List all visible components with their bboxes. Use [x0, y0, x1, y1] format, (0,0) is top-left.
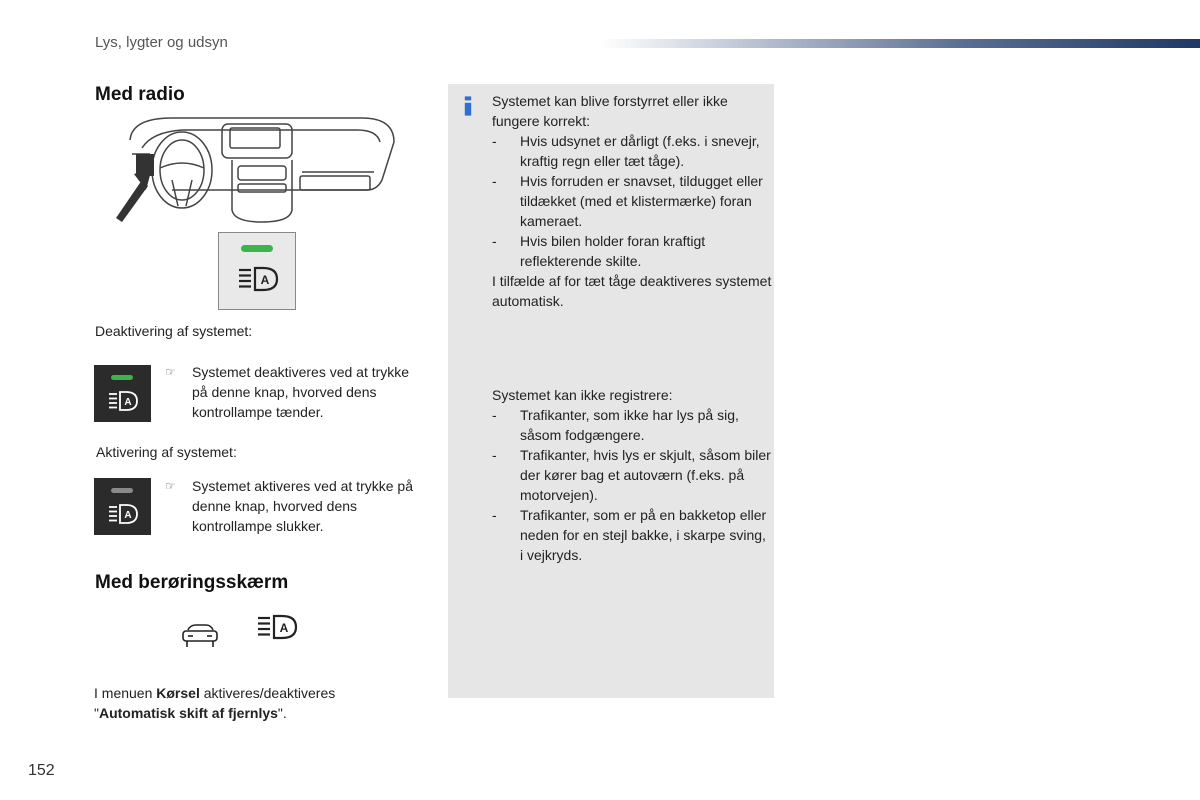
info-fog-note: I tilfælde af for tæt tåge deaktiveres systemet automatisk.: [492, 273, 772, 309]
deactivation-instruction: [165, 362, 415, 422]
deactivation-text: Systemet deaktiveres ved at trykke på denne knap, hvorved dens kontrollampe tænder.: [192, 364, 410, 420]
info-block-1: [492, 91, 772, 311]
auto-high-beam-icon: [256, 614, 298, 640]
menu-name: Kørsel: [156, 685, 200, 701]
svg-text:A: A: [124, 397, 132, 408]
info-intro-2: Systemet kan ikke registrere:: [492, 387, 673, 403]
info-block-2: [492, 385, 772, 565]
open-quote: ": [94, 705, 99, 721]
indicator-led-off: [111, 488, 133, 493]
menu-prefix: I menuen: [94, 685, 157, 701]
close-quote: ".: [277, 705, 287, 721]
info-item: - Hvis udsynet er dårligt (f.eks. i snevejr, kraftig regn eller tæt tåge).: [492, 133, 760, 169]
page-number: 152: [28, 762, 55, 779]
pointer-icon: ☞: [165, 479, 176, 493]
svg-text:A: A: [279, 621, 289, 635]
auto-high-beam-icon: [108, 504, 138, 524]
menu-option: Automatisk skift af fjernlys: [98, 705, 278, 721]
svg-text:A: A: [124, 510, 132, 521]
info-intro: Systemet kan blive forstyrret eller ikke fungere korrekt:: [492, 93, 728, 129]
header-gradient-bar: [600, 39, 1200, 48]
auto-high-beam-icon: [108, 391, 138, 411]
auto-high-beam-icon: [237, 266, 279, 292]
indicator-led-on: [111, 375, 133, 380]
info-item: - Trafikanter, som er på en bakketop eller neden for en stejl bakke, i skarpe sving, i vejkryds.: [492, 507, 767, 563]
activation-instruction: [165, 476, 420, 536]
car-icon: [180, 622, 220, 650]
section-title-radio: Med radio: [95, 84, 185, 105]
svg-text:A: A: [260, 273, 270, 287]
headlamp-button-off: [94, 478, 151, 535]
header-title: Lys, lygter og udsyn: [95, 34, 228, 51]
info-box: [448, 84, 774, 698]
info-item: - Hvis bilen holder foran kraftigt reflekterende skilte.: [492, 233, 706, 269]
menu-instruction: [94, 683, 335, 723]
info-icon: [464, 94, 472, 118]
info-item: - Hvis forruden er snavset, tildugget eller tildækket (med et klistermærke) foran kameraet.: [492, 173, 763, 229]
dashboard-illustration-icon: [112, 110, 402, 230]
info-item: - Trafikanter, som ikke har lys på sig, såsom fodgængere.: [492, 407, 739, 443]
headlamp-button-illustration: [218, 232, 296, 310]
headlamp-button-on: [94, 365, 151, 422]
activation-text: Systemet aktiveres ved at trykke på denne knap, hvorved dens kontrollampe slukker.: [192, 478, 413, 534]
menu-middle: aktiveres/deaktiveres: [199, 685, 336, 701]
info-item: - Trafikanter, hvis lys er skjult, såsom biler der kører bag et autoværn (f.eks. på motorvejen).: [492, 447, 771, 503]
section-title-touchscreen: Med berøringsskærm: [95, 572, 289, 593]
deactivation-label: Deaktivering af systemet:: [95, 323, 253, 339]
activation-label: Aktivering af systemet:: [96, 444, 237, 460]
indicator-led: [241, 245, 273, 252]
pointer-icon: ☞: [165, 365, 176, 379]
